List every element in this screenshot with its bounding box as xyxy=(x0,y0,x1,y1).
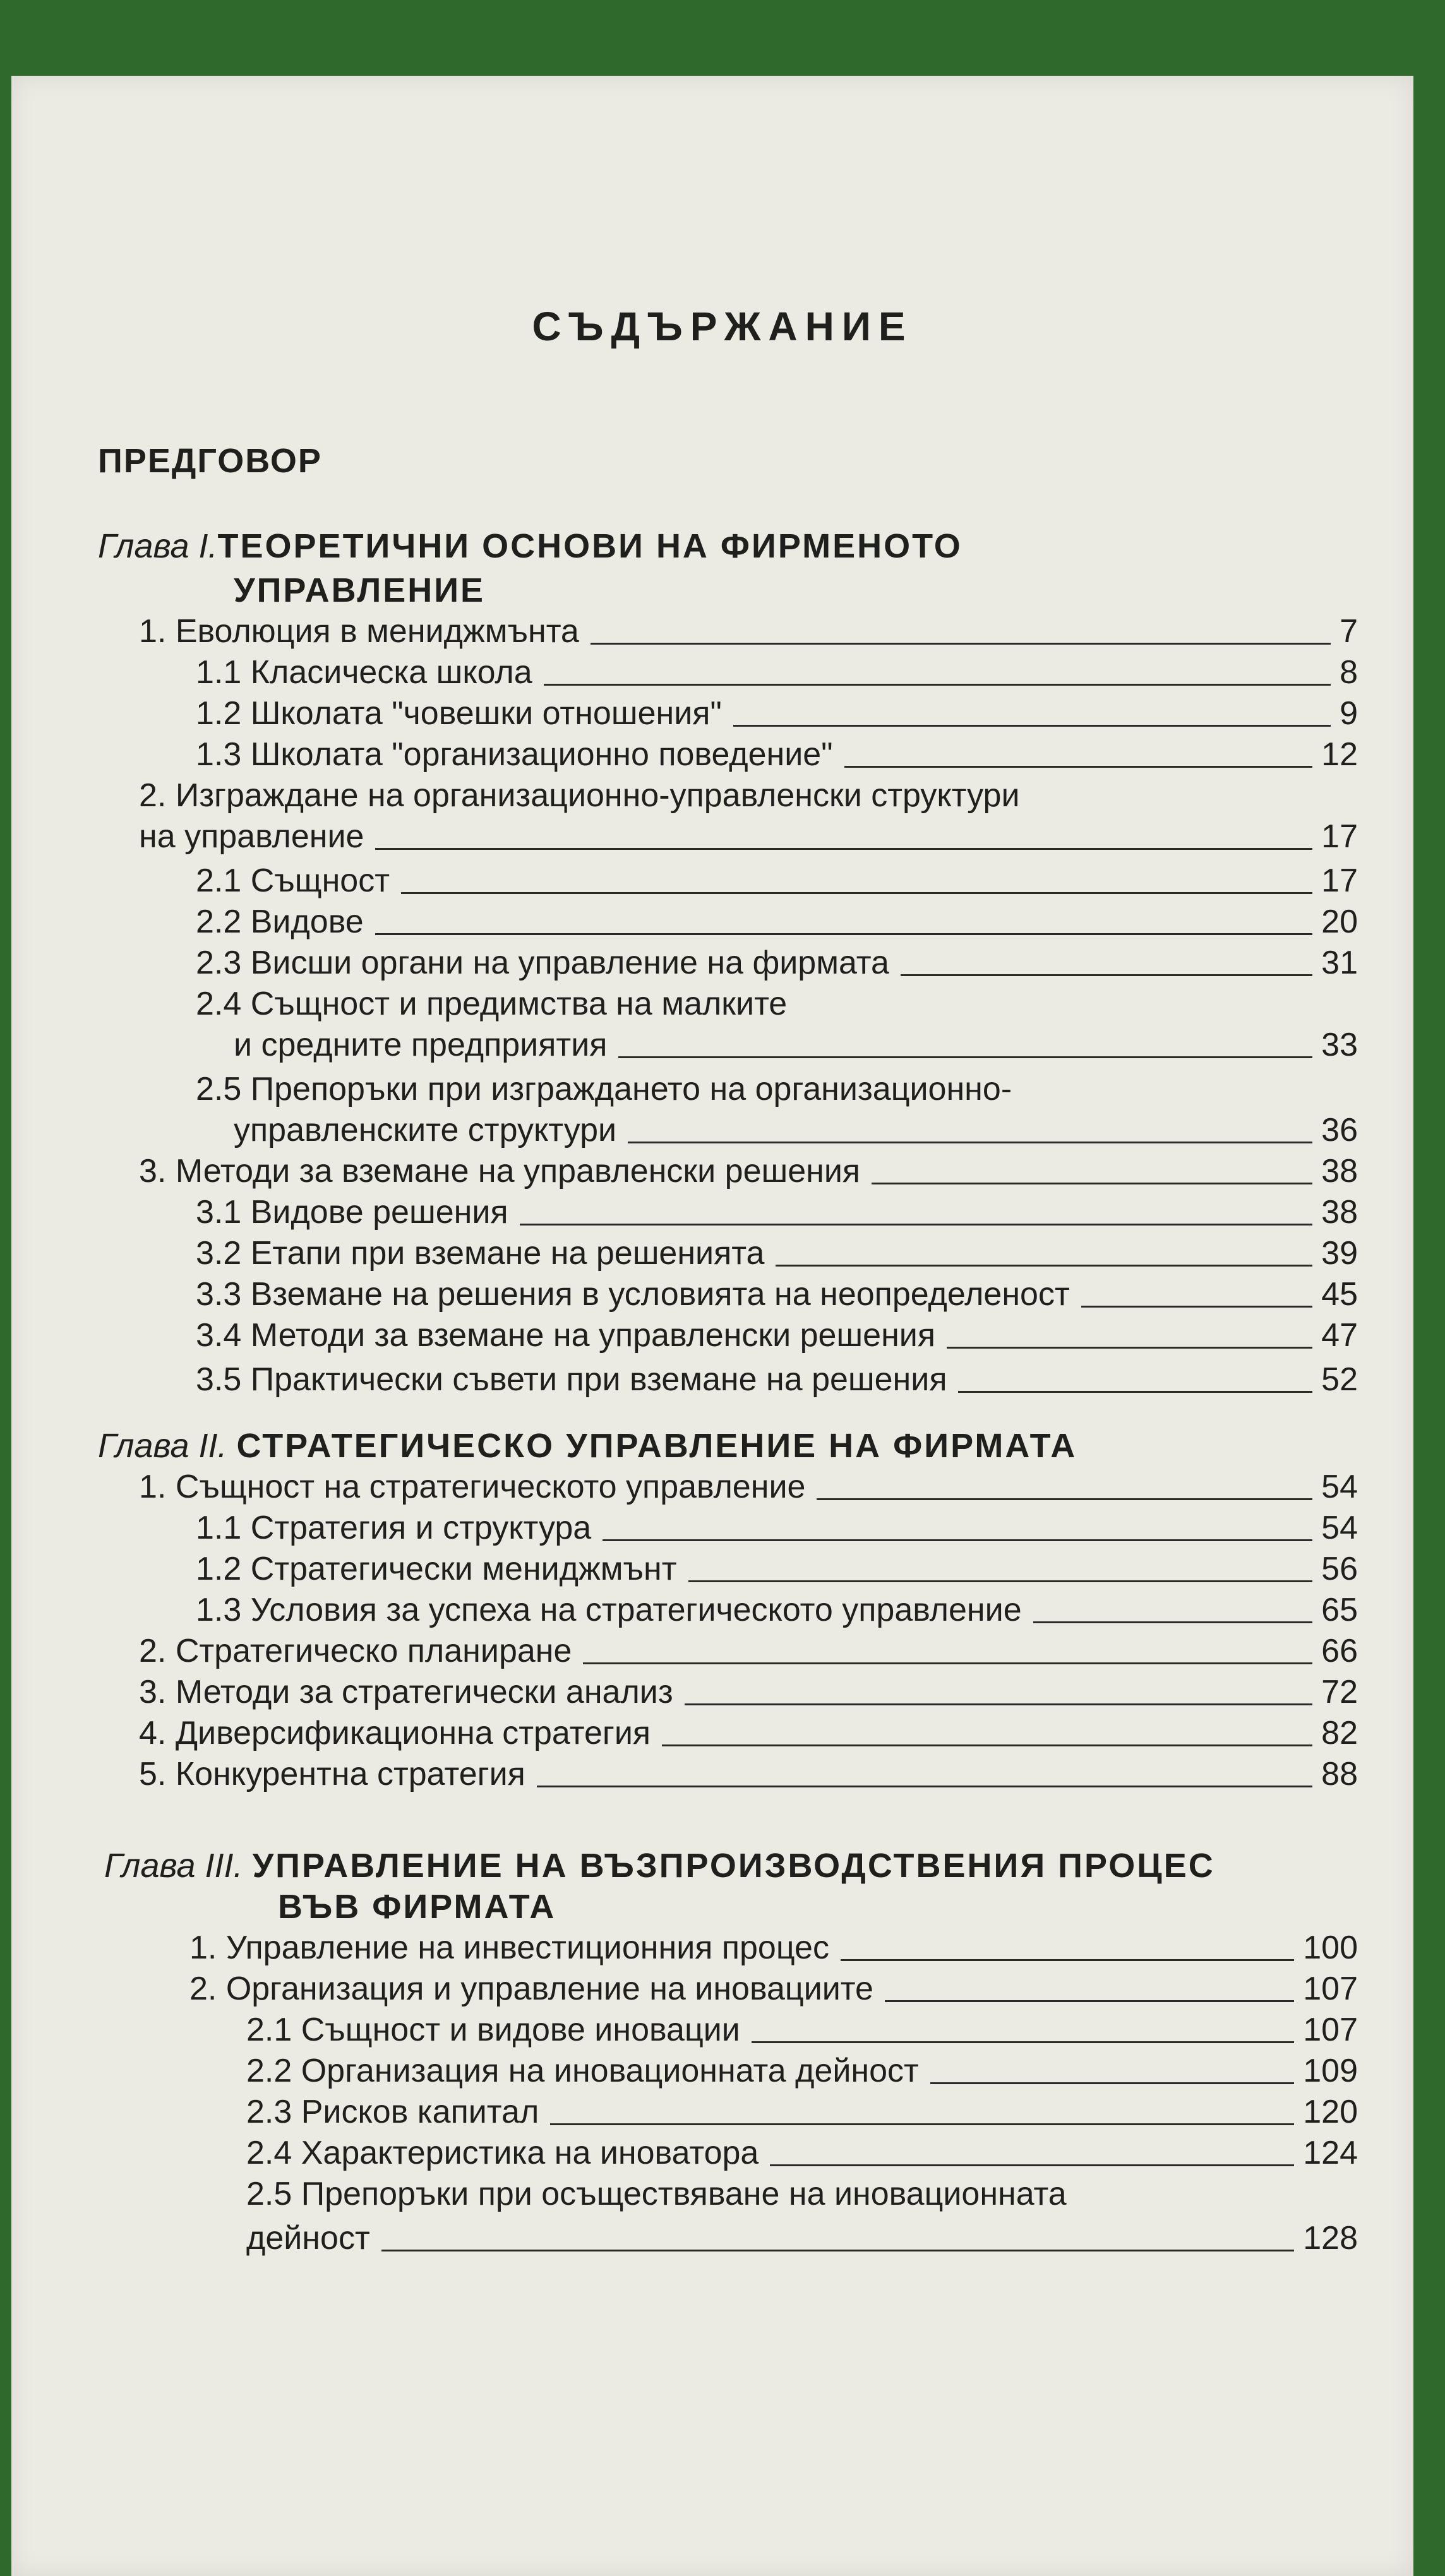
toc-entry-title: 2.2 Видове xyxy=(196,903,364,940)
toc-entry xyxy=(196,1231,1358,1275)
chapter-1-title-cont: УПРАВЛЕНИЕ xyxy=(234,571,486,609)
toc-entry-title: 1.3 Условия за успеха на стратегическото управление xyxy=(196,1592,1022,1628)
toc-entry-title: 3.1 Видове решения xyxy=(196,1194,508,1231)
toc-entry-title: 2.4 Същност и предимства на малките xyxy=(196,986,788,1022)
leader-line xyxy=(685,1703,1312,1705)
toc-entry xyxy=(196,650,1358,695)
toc-entry xyxy=(196,691,1358,736)
toc-entry-page: 100 xyxy=(1303,1929,1358,1966)
toc-entry-title: 1. Управление на инвестиционния процес xyxy=(189,1929,829,1966)
toc-entry-title: 3.3 Вземане на решения в условията на неопределеност xyxy=(196,1276,1070,1313)
toc-entry xyxy=(139,1670,1358,1714)
leader-line xyxy=(628,1142,1312,1143)
leader-line xyxy=(1081,1306,1312,1308)
toc-entry-page: 17 xyxy=(1321,818,1358,855)
toc-entry-title: на управление xyxy=(139,818,364,855)
toc-entry-page: 72 xyxy=(1321,1674,1358,1710)
toc-entry-page: 12 xyxy=(1321,736,1358,773)
toc-entry-title: 2.3 Рисков капитал xyxy=(246,2094,539,2130)
toc-entry-title: 3.4 Методи за вземане на управленски решения xyxy=(196,1317,935,1354)
toc-entry xyxy=(196,1506,1358,1550)
toc-entry-page: 45 xyxy=(1321,1276,1358,1313)
toc-entry xyxy=(246,2216,1358,2260)
toc-entry xyxy=(196,1067,1012,1111)
toc-entry-page: 52 xyxy=(1321,1361,1358,1398)
leader-line xyxy=(618,1056,1312,1058)
toc-entry-title: 5. Конкурентна стратегия xyxy=(139,1756,525,1792)
toc-entry-title: 2.5 Препоръки при осъществяване на иновационната xyxy=(246,2176,1067,2212)
toc-entry xyxy=(189,1967,1358,2011)
toc-entry-title: 1.1 Класическа школа xyxy=(196,654,532,691)
toc-entry xyxy=(196,1588,1358,1632)
leader-line xyxy=(1033,1621,1313,1623)
chapter-2-heading xyxy=(98,1424,1077,1468)
toc-entry-title: 1.2 Стратегически мениджмънт xyxy=(196,1551,677,1587)
leader-line xyxy=(841,1959,1294,1961)
toc-entry-page: 65 xyxy=(1321,1592,1358,1628)
toc-entry xyxy=(139,1465,1358,1509)
toc-entry xyxy=(139,1149,1358,1193)
toc-entry-page: 54 xyxy=(1321,1510,1358,1546)
toc-entry-page: 128 xyxy=(1303,2220,1358,2257)
chapter-1-title: ТЕОРЕТИЧНИ ОСНОВИ НА ФИРМЕНОТО xyxy=(217,527,962,565)
chapter-2-prefix: Глава II. xyxy=(98,1427,227,1465)
leader-line xyxy=(958,1391,1312,1393)
toc-entry-title: 1. Еволюция в мениджмънта xyxy=(139,613,579,650)
leader-line xyxy=(375,848,1312,850)
toc-entry-page: 107 xyxy=(1303,2012,1358,2048)
toc-entry xyxy=(196,1357,1358,1402)
leader-line xyxy=(752,2041,1294,2043)
toc-entry-title: 3. Методи за вземане на управленски решения xyxy=(139,1153,861,1190)
leader-line xyxy=(817,1498,1312,1500)
leader-line xyxy=(550,2123,1294,2125)
toc-entry-title: 1.3 Школата "организационно поведение" xyxy=(196,736,833,773)
toc-entry-page: 66 xyxy=(1321,1633,1358,1669)
chapter-1-heading xyxy=(98,524,962,568)
toc-entry-page: 38 xyxy=(1321,1153,1358,1190)
toc-entry xyxy=(196,1547,1358,1591)
leader-line xyxy=(537,1786,1312,1787)
toc-entry-page: 20 xyxy=(1321,903,1358,940)
leader-line xyxy=(583,1662,1312,1664)
toc-entry-title: 2. Организация и управление на иновациите xyxy=(189,1971,873,2007)
chapter-3-prefix: Глава III. xyxy=(104,1847,243,1885)
toc-entry-title: 2.1 Същност и видове иновации xyxy=(246,2012,740,2048)
leader-line xyxy=(520,1224,1313,1225)
toc-entry-title: 2.4 Характеристика на иноватора xyxy=(246,2135,759,2171)
toc-entry-page: 54 xyxy=(1321,1469,1358,1505)
toc-entry xyxy=(196,859,1358,903)
leader-line xyxy=(885,2000,1294,2002)
page-title: СЪДЪРЖАНИЕ xyxy=(532,304,913,349)
toc-entry xyxy=(196,900,1358,944)
chapter-3-title-cont: ВЪВ ФИРМАТА xyxy=(278,1888,556,1926)
toc-entry-title: 3.5 Практически съвети при вземане на решения xyxy=(196,1361,947,1398)
leader-line xyxy=(603,1539,1312,1541)
toc-entry xyxy=(196,1313,1358,1357)
toc-entry-page: 88 xyxy=(1321,1756,1358,1792)
toc-entry-title: 1. Същност на стратегическото управление xyxy=(139,1469,806,1505)
toc-entry-page: 8 xyxy=(1340,654,1358,691)
toc-entry-page: 9 xyxy=(1340,695,1358,732)
leader-line xyxy=(770,2164,1294,2166)
leader-line xyxy=(901,974,1312,976)
chapter-2-title: СТРАТЕГИЧЕСКО УПРАВЛЕНИЕ НА ФИРМАТА xyxy=(236,1427,1077,1465)
toc-entry-title: 2.1 Същност xyxy=(196,862,390,899)
chapter-1-prefix: Глава I. xyxy=(98,527,218,565)
toc-entry xyxy=(246,2090,1358,2134)
toc-entry-title: 1.1 Стратегия и структура xyxy=(196,1510,592,1546)
toc-entry-title: управленските структури xyxy=(234,1112,617,1148)
leader-line xyxy=(872,1183,1312,1184)
toc-entry-title: 2. Изграждане на организационно-управленски структури xyxy=(139,777,1020,814)
toc-entry-page: 17 xyxy=(1321,862,1358,899)
toc-entry-page: 82 xyxy=(1321,1715,1358,1751)
leader-line xyxy=(930,2082,1294,2084)
toc-entry xyxy=(139,1752,1358,1796)
leader-line xyxy=(947,1347,1312,1349)
toc-entry-page: 109 xyxy=(1303,2053,1358,2089)
toc-entry-page: 36 xyxy=(1321,1112,1358,1148)
leader-line xyxy=(662,1744,1312,1746)
chapter-3-title: УПРАВЛЕНИЕ НА ВЪЗПРОИЗВОДСТВЕНИЯ ПРОЦЕС xyxy=(252,1847,1215,1885)
toc-entry xyxy=(246,2131,1358,2175)
toc-entry-page: 47 xyxy=(1321,1317,1358,1354)
toc-entry-title: и средните предприятия xyxy=(234,1027,608,1063)
toc-entry xyxy=(139,609,1358,653)
toc-entry xyxy=(246,2008,1358,2052)
toc-entry xyxy=(196,982,787,1026)
toc-entry xyxy=(139,814,1358,859)
leader-line xyxy=(544,684,1331,686)
leader-line xyxy=(591,643,1331,645)
toc-entry-title: 2. Стратегическо планиране xyxy=(139,1633,572,1669)
leader-line xyxy=(733,725,1331,727)
toc-entry xyxy=(139,1629,1358,1673)
toc-entry-title: 1.2 Школата "човешки отношения" xyxy=(196,695,722,732)
toc-entry-page: 120 xyxy=(1303,2094,1358,2130)
toc-entry xyxy=(139,1711,1358,1755)
toc-entry-title: 3.2 Етапи при вземане на решенията xyxy=(196,1235,765,1272)
toc-entry-page: 39 xyxy=(1321,1235,1358,1272)
toc-entry xyxy=(189,1926,1358,1970)
toc-entry-page: 7 xyxy=(1340,613,1358,650)
toc-entry xyxy=(196,1272,1358,1316)
toc-entry-title: 3. Методи за стратегически анализ xyxy=(139,1674,673,1710)
leader-line xyxy=(375,933,1312,935)
toc-entry-title: 4. Диверсификационна стратегия xyxy=(139,1715,651,1751)
chapter-3-heading xyxy=(104,1844,1215,1888)
toc-entry xyxy=(196,1190,1358,1234)
toc-entry xyxy=(196,732,1358,777)
toc-entry-page: 107 xyxy=(1303,1971,1358,2007)
leader-line xyxy=(381,2250,1294,2251)
toc-entry-page: 38 xyxy=(1321,1194,1358,1231)
toc-entry xyxy=(139,773,1020,818)
toc-entry-title: 2.5 Препоръки при изграждането на организационно- xyxy=(196,1071,1012,1107)
leader-line xyxy=(776,1265,1312,1267)
toc-entry xyxy=(246,2049,1358,2093)
leader-line xyxy=(844,766,1313,768)
leader-line xyxy=(688,1580,1313,1582)
toc-entry-page: 56 xyxy=(1321,1551,1358,1587)
preface-heading: ПРЕДГОВОР xyxy=(98,442,322,480)
toc-entry xyxy=(234,1108,1358,1152)
toc-entry xyxy=(246,2172,1067,2216)
toc-entry-page: 33 xyxy=(1321,1027,1358,1063)
toc-entry-title: дейност xyxy=(246,2220,370,2257)
toc-entry-page: 124 xyxy=(1303,2135,1358,2171)
toc-entry xyxy=(196,941,1358,985)
toc-entry xyxy=(234,1023,1358,1067)
toc-entry-page: 31 xyxy=(1321,945,1358,981)
leader-line xyxy=(401,892,1312,894)
toc-entry-title: 2.2 Организация на иновационната дейност xyxy=(246,2053,919,2089)
toc-entry-title: 2.3 Висши органи на управление на фирмата xyxy=(196,945,889,981)
